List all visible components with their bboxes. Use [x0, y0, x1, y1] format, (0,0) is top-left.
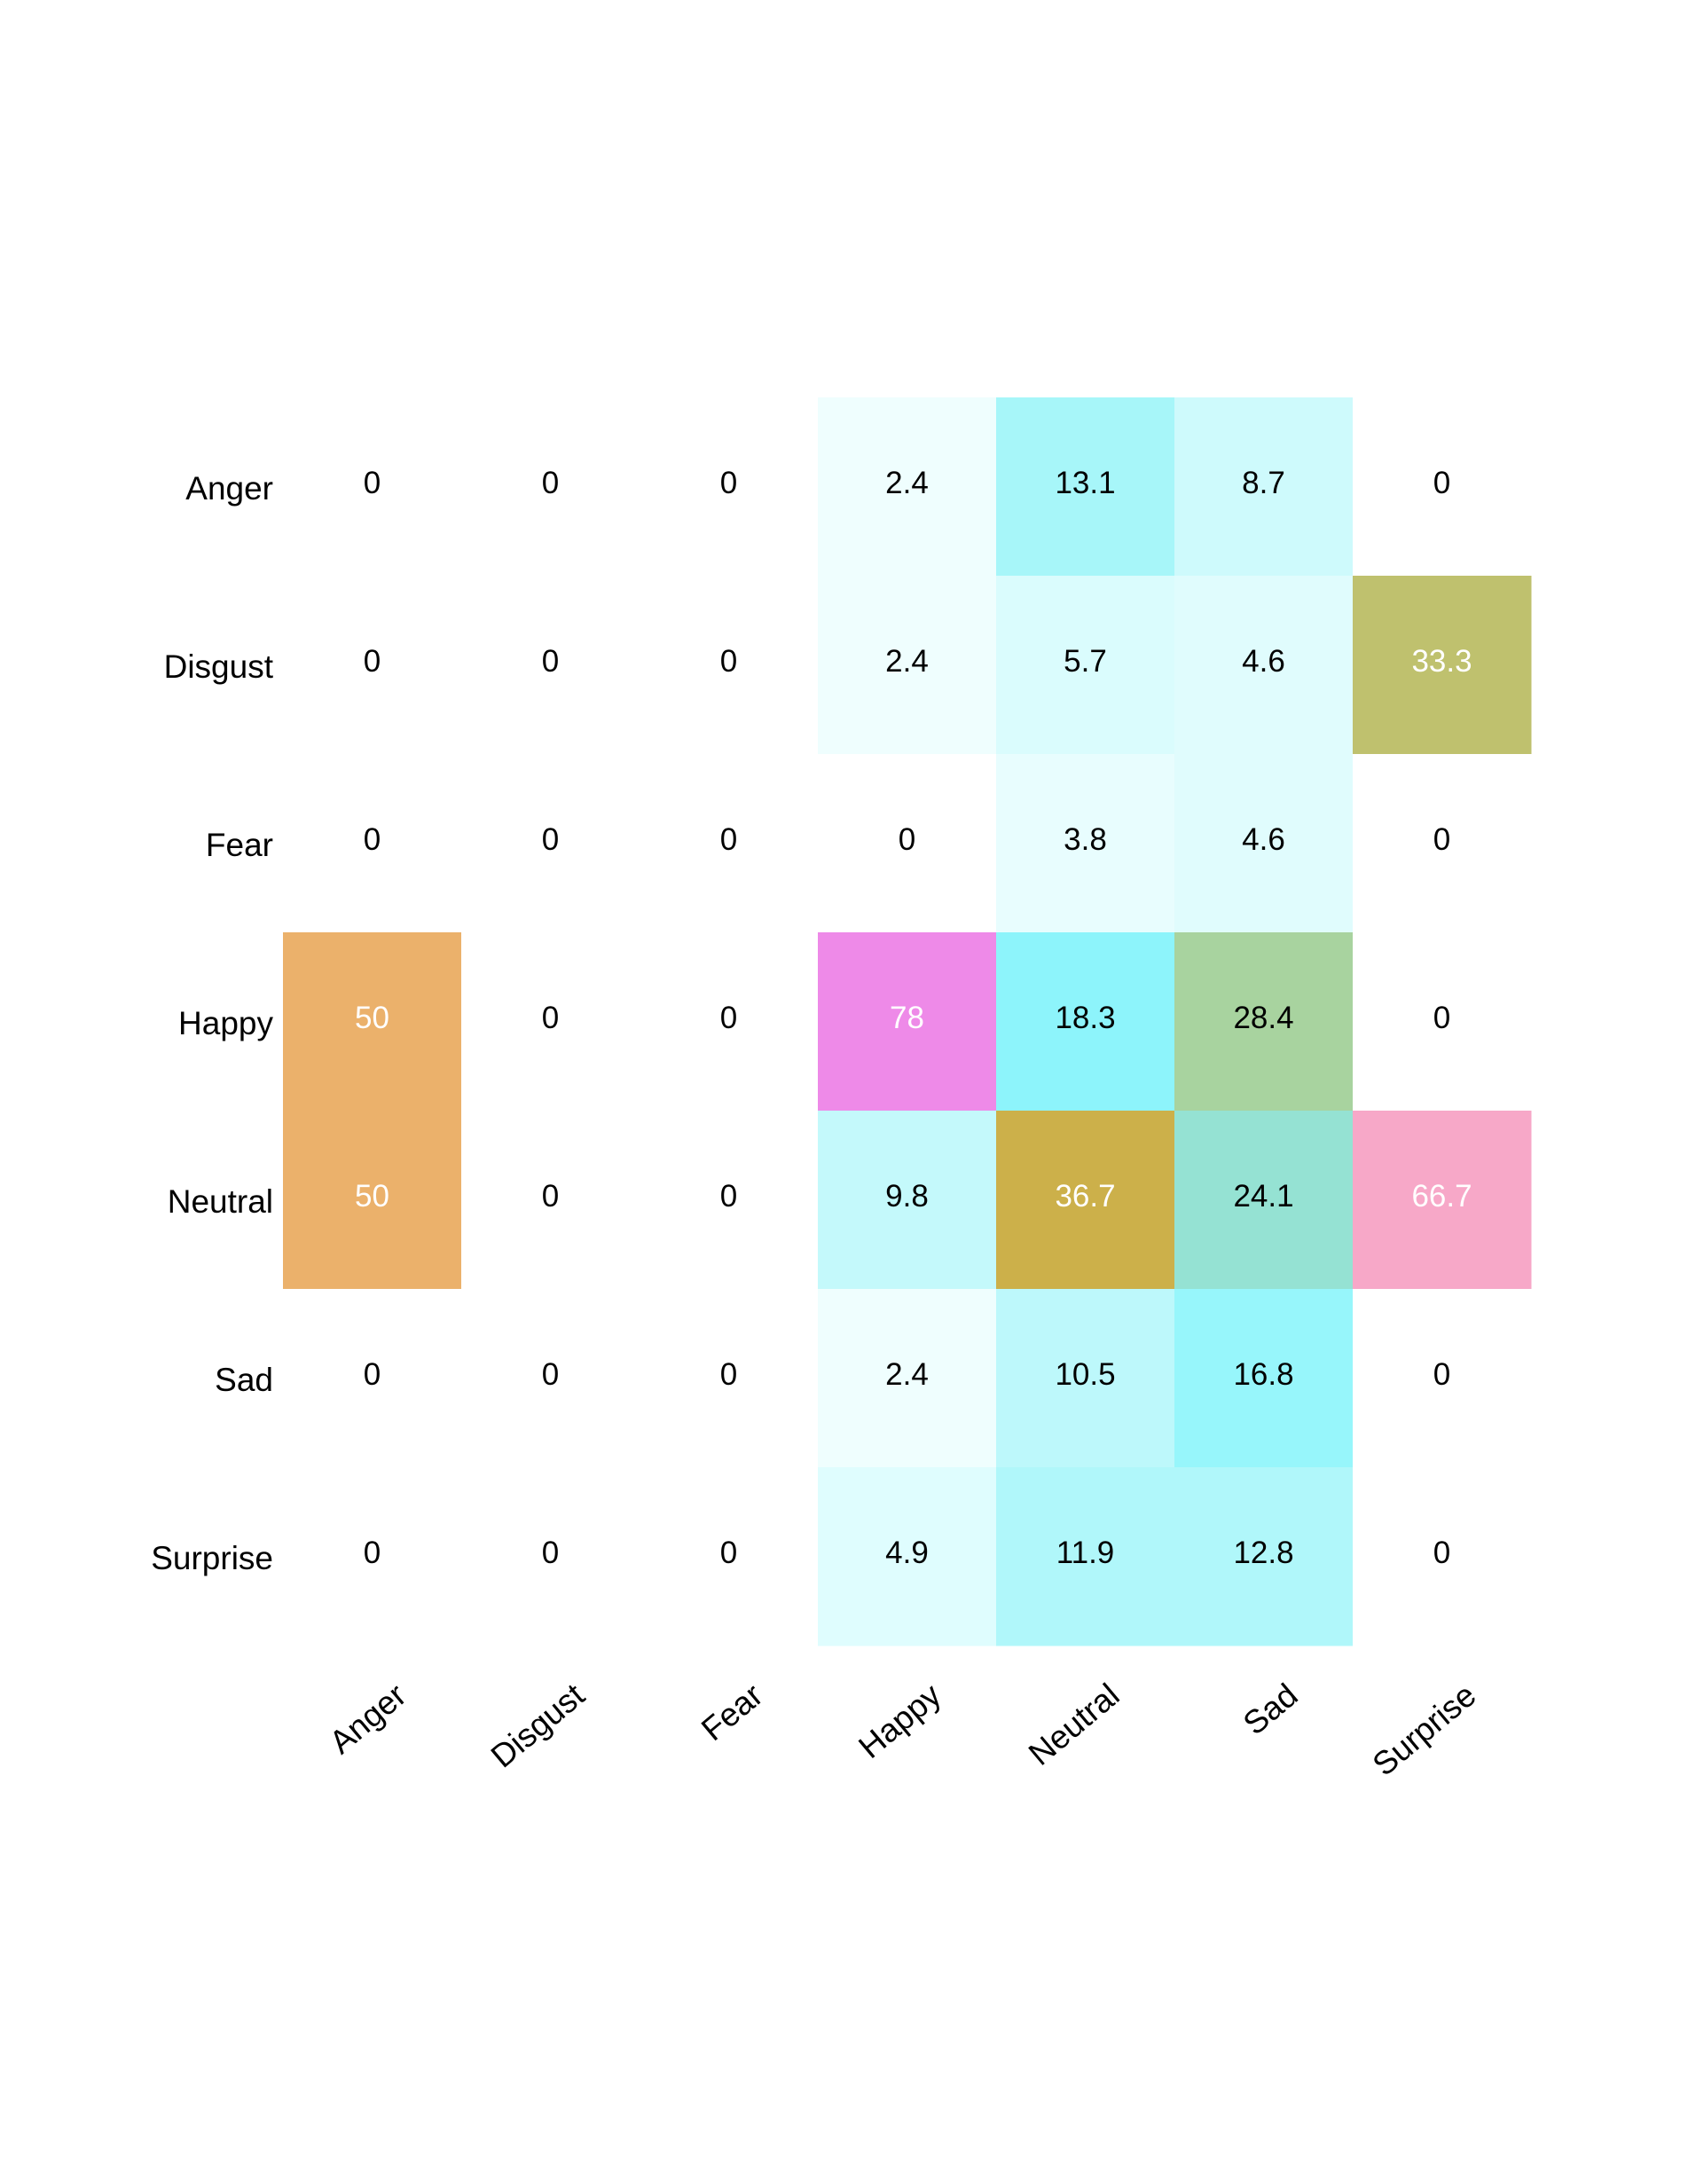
- cell-value-surprise-anger: 0: [363, 1536, 381, 1570]
- x-tick-label-disgust: Disgust: [483, 1676, 592, 1775]
- cell-value-anger-anger: 0: [363, 466, 381, 500]
- cell-value-neutral-neutral: 36.7: [1055, 1179, 1116, 1214]
- cell-value-neutral-fear: 0: [719, 1179, 738, 1214]
- cell-value-sad-fear: 0: [719, 1357, 738, 1392]
- cell-value-neutral-disgust: 0: [541, 1179, 560, 1214]
- cell-value-neutral-anger: 50: [355, 1179, 389, 1214]
- x-tick-label-surprise: Surprise: [1365, 1676, 1483, 1783]
- cell-value-surprise-neutral: 11.9: [1056, 1536, 1115, 1570]
- cell-value-happy-neutral: 18.3: [1055, 1001, 1116, 1035]
- x-tick-label-happy: Happy: [852, 1676, 948, 1766]
- x-tick-label-fear: Fear: [694, 1676, 770, 1748]
- cell-value-surprise-fear: 0: [719, 1536, 738, 1570]
- cell-value-surprise-happy: 4.9: [885, 1536, 929, 1570]
- cell-value-anger-happy: 2.4: [885, 466, 929, 500]
- cell-value-sad-sad: 16.8: [1233, 1357, 1294, 1392]
- cell-value-disgust-happy: 2.4: [885, 644, 929, 679]
- cell-value-disgust-neutral: 5.7: [1064, 644, 1107, 679]
- cell-value-disgust-disgust: 0: [541, 644, 560, 679]
- cell-value-happy-sad: 28.4: [1233, 1001, 1294, 1035]
- cell-value-fear-happy: 0: [898, 822, 916, 857]
- y-tick-label-sad: Sad: [215, 1362, 273, 1398]
- x-axis-tick-labels: [323, 1676, 1483, 1782]
- cell-value-happy-happy: 78: [890, 1001, 924, 1035]
- cell-value-fear-anger: 0: [363, 822, 381, 857]
- cell-value-fear-sad: 4.6: [1242, 822, 1285, 857]
- y-tick-label-disgust: Disgust: [163, 648, 273, 685]
- x-tick-label-anger: Anger: [322, 1676, 413, 1761]
- cell-value-disgust-sad: 4.6: [1242, 644, 1285, 679]
- cell-value-anger-sad: 8.7: [1242, 466, 1285, 500]
- cell-value-fear-disgust: 0: [541, 822, 560, 857]
- y-tick-label-fear: Fear: [205, 827, 273, 863]
- cell-value-sad-happy: 2.4: [885, 1357, 929, 1392]
- cell-value-disgust-anger: 0: [363, 644, 381, 679]
- x-tick-label-sad: Sad: [1236, 1676, 1305, 1742]
- cell-value-neutral-sad: 24.1: [1233, 1179, 1294, 1214]
- y-axis-tick-labels: [151, 470, 273, 1576]
- cell-value-disgust-surprise: 33.3: [1411, 644, 1472, 679]
- cell-value-happy-fear: 0: [719, 1001, 738, 1035]
- cell-value-disgust-fear: 0: [719, 644, 738, 679]
- cell-value-fear-neutral: 3.8: [1064, 822, 1107, 857]
- cell-value-happy-surprise: 0: [1433, 1001, 1451, 1035]
- cell-value-anger-surprise: 0: [1433, 466, 1451, 500]
- cell-value-sad-surprise: 0: [1433, 1357, 1451, 1392]
- cell-value-anger-disgust: 0: [541, 466, 560, 500]
- cell-value-anger-fear: 0: [719, 466, 738, 500]
- cell-value-happy-anger: 50: [355, 1001, 389, 1035]
- cell-value-happy-disgust: 0: [541, 1001, 560, 1035]
- cell-value-sad-neutral: 10.5: [1055, 1357, 1116, 1392]
- cell-value-surprise-disgust: 0: [541, 1536, 560, 1570]
- cell-value-fear-fear: 0: [719, 822, 738, 857]
- y-tick-label-anger: Anger: [185, 470, 273, 507]
- cell-value-surprise-sad: 12.8: [1233, 1536, 1294, 1570]
- cell-value-neutral-happy: 9.8: [885, 1179, 929, 1214]
- cell-value-neutral-surprise: 66.7: [1411, 1179, 1472, 1214]
- cell-value-sad-disgust: 0: [541, 1357, 560, 1392]
- x-tick-label-neutral: Neutral: [1021, 1676, 1127, 1773]
- y-tick-label-neutral: Neutral: [167, 1183, 273, 1220]
- cell-value-anger-neutral: 13.1: [1055, 466, 1116, 500]
- cell-value-surprise-surprise: 0: [1433, 1536, 1451, 1570]
- y-tick-label-surprise: Surprise: [151, 1540, 273, 1576]
- cell-value-fear-surprise: 0: [1433, 822, 1451, 857]
- y-tick-label-happy: Happy: [178, 1005, 273, 1041]
- cell-value-sad-anger: 0: [363, 1357, 381, 1392]
